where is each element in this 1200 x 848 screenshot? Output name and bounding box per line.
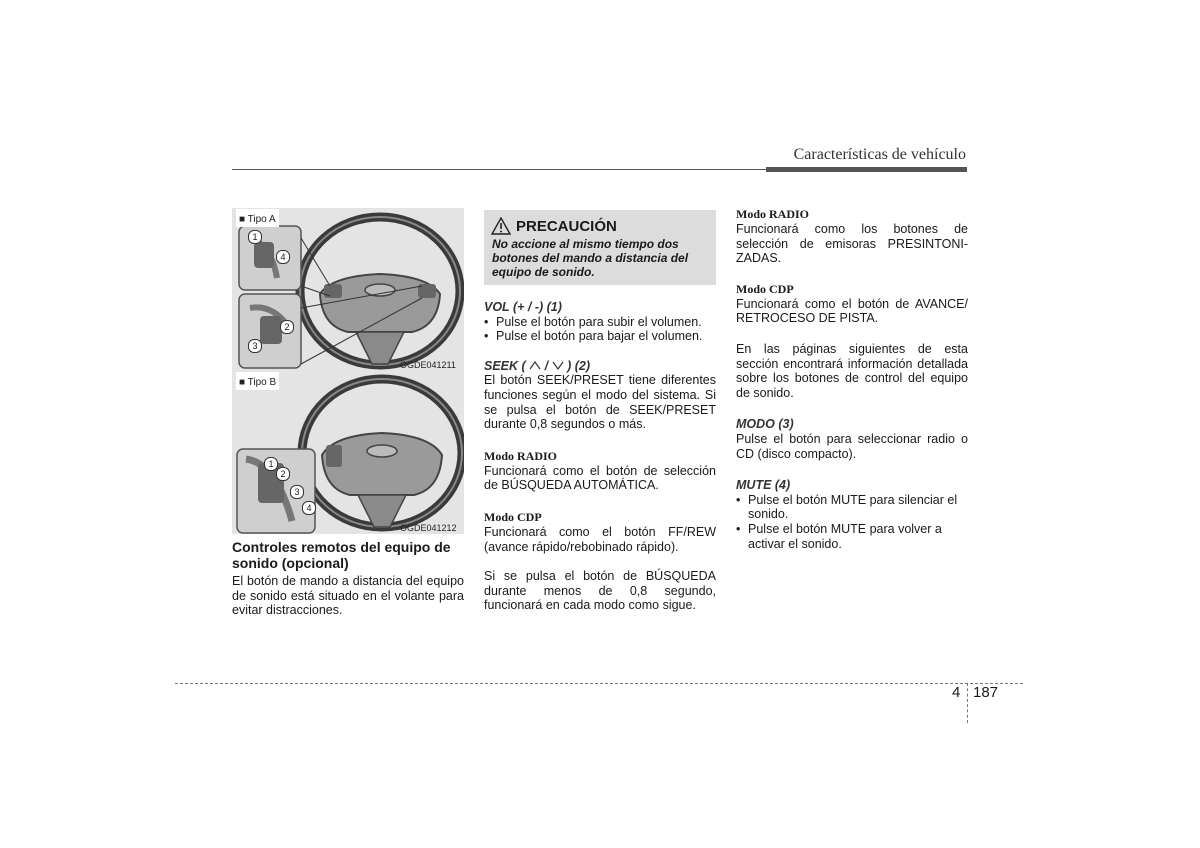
footer-vertical-rule [967, 683, 968, 723]
callout-b-4: 4 [302, 501, 316, 515]
mode-body: Pulse el botón para seleccionar radio o CD (disco compacto). [736, 431, 968, 461]
middle-column [484, 300, 716, 613]
section-heading: Controles remotos del equipo de sonido (opcional) [232, 539, 451, 571]
steering-wheel-a-illustration [232, 208, 464, 371]
radio-mode-body: Funcionará como los botones de selección de emisoras PRESINTONI-ZADAS. [736, 222, 968, 266]
square-bullet-icon: ■ [239, 214, 248, 225]
callout-a-4: 4 [276, 250, 290, 264]
intro-body: En las páginas siguientes de esta sección encontrará información detallada sobre los botones de control del equipo de sonido. [736, 341, 968, 400]
radio-mode-heading: Modo RADIO [484, 448, 558, 463]
radio-mode-body: Funcionará como el botón de selección de BÚSQUEDA AUTOMÁTICA. [484, 463, 716, 493]
vol-list [484, 315, 716, 344]
mute-heading: MUTE (4) [736, 478, 791, 493]
left-column [232, 539, 464, 618]
figure-b-code: OGDE041212 [400, 523, 457, 533]
callout-b-2: 2 [276, 467, 290, 481]
cdp-mode-heading: Modo CDP [736, 281, 794, 296]
list-item: • Pulse el botón MUTE para silenciar el sonido. [736, 493, 968, 522]
seek-heading-sep: / [544, 358, 549, 373]
short-press-body: Si se pulsa el botón de BÚSQUEDA durante menos de 0,8 segundo, funcionará en cada modo como sigue. [484, 569, 716, 613]
seek-heading-pre: SEEK ( [484, 358, 526, 373]
chevron-up-icon [529, 359, 544, 373]
page-number: 187 [973, 684, 999, 701]
square-bullet-icon: ■ [239, 377, 248, 388]
mute-list [736, 493, 968, 551]
list-item: • Pulse el botón MUTE para volver a activar el sonido. [736, 522, 968, 551]
chapter-number: 4 [952, 684, 961, 701]
chevron-down-icon [552, 359, 567, 373]
steering-wheel-b-illustration [232, 371, 464, 534]
figure-type-a [232, 208, 464, 371]
callout-a-2: 2 [280, 320, 294, 334]
right-column [736, 207, 968, 551]
figure-b-label-box [236, 372, 279, 390]
vol-heading: VOL (+ / -) (1) [484, 300, 562, 314]
seek-heading [484, 359, 716, 374]
warning-triangle-icon [491, 217, 511, 235]
cdp-mode-body: Funcionará como el botón FF/REW (avance rápido/rebobinado rápido). [484, 524, 716, 554]
callout-b-1: 1 [264, 457, 278, 471]
seek-body: El botón SEEK/PRESET tiene diferentes funciones según el modo del sistema. Si se pulsa el botón de SEEK/PRESET durante 0,8 segundos o más. [484, 373, 716, 432]
caution-text: No accione al mismo tiempo dos botones del mando a distancia del equipo de sonido. [492, 237, 689, 279]
mode-heading: MODO (3) [736, 417, 794, 432]
figure-type-b [232, 371, 464, 534]
section-body: El botón de mando a distancia del equipo de sonido está situado en el volante para evitar distracciones. [232, 574, 464, 618]
figure-a-label-box [236, 209, 279, 227]
figure-b-label: Tipo B [247, 377, 277, 388]
seek-heading-post: ) (2) [567, 358, 591, 373]
header-bar [766, 167, 967, 172]
cdp-mode-body: Funcionará como el botón de AVANCE/ RETROCESO DE PISTA. [736, 296, 968, 326]
list-item: • Pulse el botón para bajar el volumen. [484, 329, 716, 344]
caution-title: PRECAUCIÓN [516, 218, 617, 235]
figure-a-label: Tipo A [247, 214, 276, 225]
list-item: • Pulse el botón para subir el volumen. [484, 315, 716, 330]
figure-a-code: OGDE041211 [400, 360, 456, 370]
callout-a-3: 3 [248, 339, 262, 353]
callout-a-1: 1 [248, 230, 262, 244]
callout-b-3: 3 [290, 485, 304, 499]
radio-mode-heading: Modo RADIO [736, 207, 810, 221]
cdp-mode-heading: Modo CDP [484, 509, 542, 524]
page-header-title: Características de vehículo [793, 146, 966, 163]
footer-rule [175, 683, 1023, 684]
